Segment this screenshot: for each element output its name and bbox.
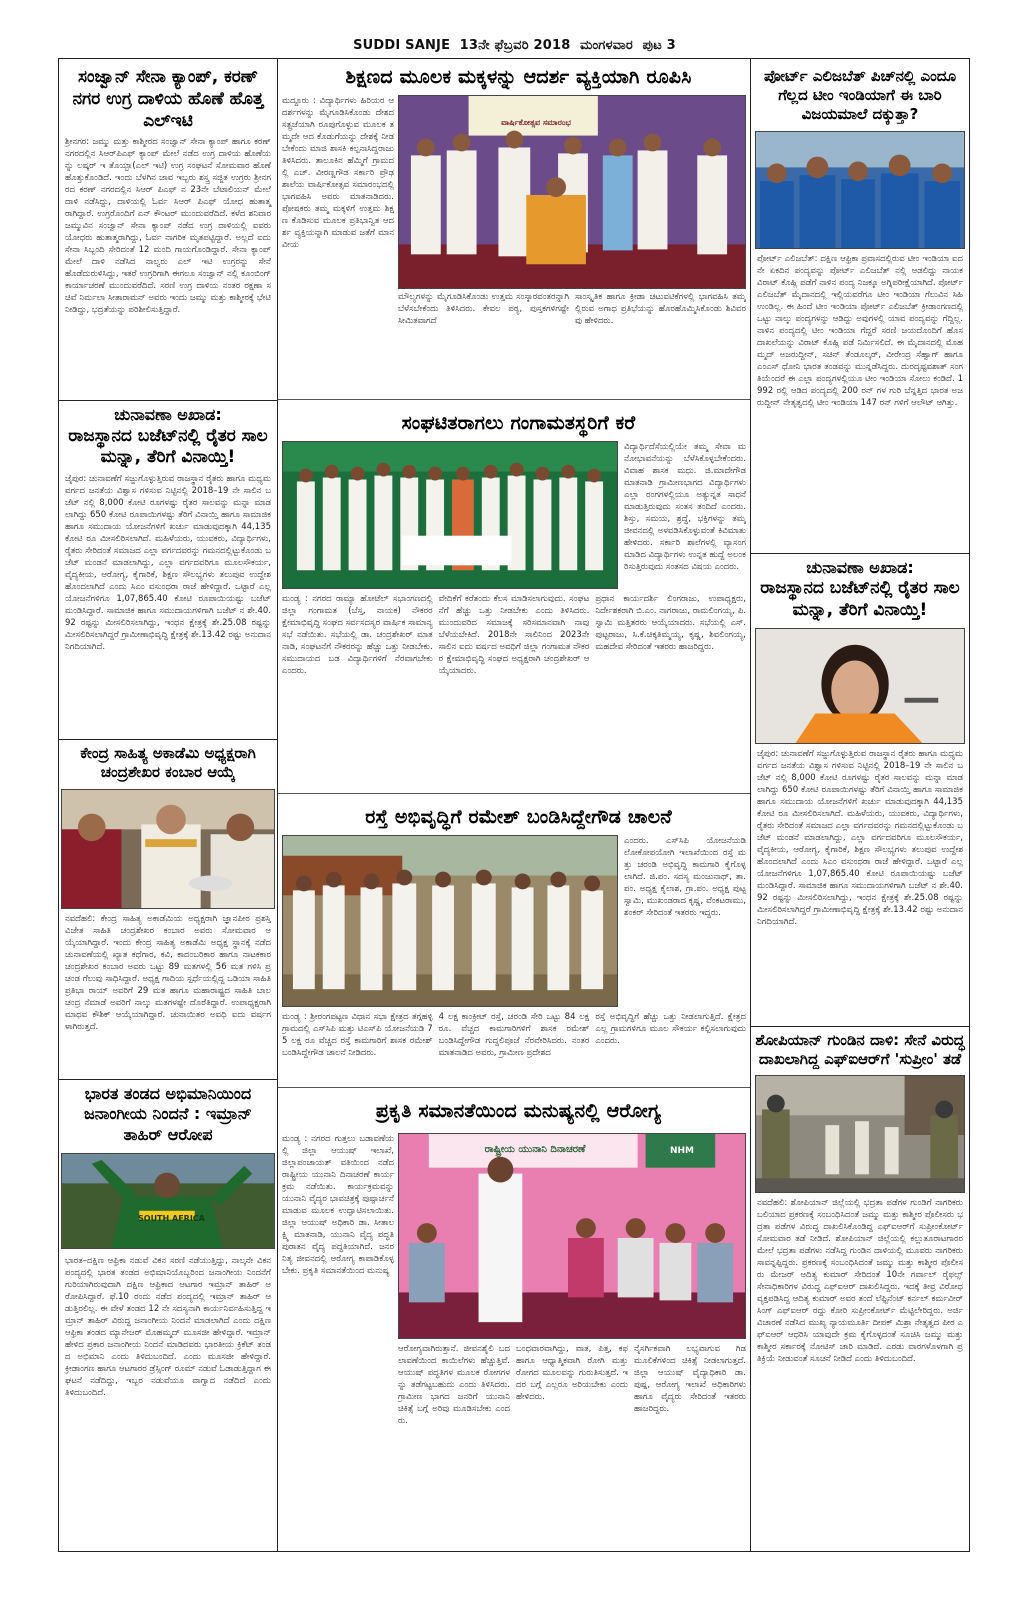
article-education-col2: ಮೌಲ್ಯಗಳನ್ನು ಮೈಗೂಡಿಸಿಕೊಂಡು ಉತ್ತಮ ಸಂಸ್ಕಾರವಂತರನ್ನಾಗಿ ಬೆಳೆಸಬೇಕೆಂದು ತಿಳಿಸಿದರು. ಕೇವಲ ಪಠ್ಯ, ಪುಸ್ತಕಗಳಿಗಷ್ಟೇ ಸೀಮಿತವಾಗದೆ [398,292,569,326]
divider [278,399,751,400]
paper-name: SUDDI SANJE [353,38,451,53]
article-kambar: ನವದೆಹಲಿ: ಕೇಂದ್ರ ಸಾಹಿತ್ಯ ಅಕಾಡೆಮಿಯ ಅಧ್ಯಕ್ಷರಾಗಿ ಜ್ಞಾನಪೀಠ ಪ್ರಶಸ್ತಿ ವಿಜೇತ ಸಾಹಿತಿ ಚಂದ್ರಶೇಖರ ಕಂಬಾರ ಅವರು ಸೋಮವಾರ ಆಯ್ಕೆಯಾಗಿದ್ದಾರೆ. ಇಂದು ಕೇಂದ್ರ ಸಾಹಿತ್ಯ ಅಕಾಡೆಮಿ ಅಧ್ಯಕ್ಷ ಸ್ಥಾನಕ್ಕೆ ನಡೆದ ಚುನಾವಣೆಯಲ್ಲಿ ಖ್ಯಾತ ಕಥೆಗಾರ, ಕವಿ, ಕಾದಂಬರಿಕಾರ ಹಾಗೂ ನಾಟಕಕಾರ ಚಂದ್ರಶೇಖರ ಕಂಬಾರ ಅವರು ಒಟ್ಟು 89 ಮತಗಳಲ್ಲಿ 56 ಮತ ಗಳಿಸಿ ಪ್ರಚಂಡ ಗೆಲುವು ಸಾಧಿಸಿದ್ದಾರೆ. ಅಧ್ಯಕ್ಷ ಗಾದಿಯ ಸ್ಪರ್ಧೆಯಲ್ಲಿದ್ದ ಒಡಿಯಾ ಸಾಹಿತಿ ಪ್ರತಿಭಾ ರಾಯ್ ಅವರಿಗೆ 29 ಮತ ಹಾಗೂ ಮಹಾರಾಷ್ಟ್ರದ ಸಾಹಿತಿ ಬಾಲಚಂದ್ರ ನೆಮಾಡೆ ಅವರಿಗೆ ನಾಲ್ಕು ಮತಗಳಷ್ಟೇ ದೊರೆತಿದ್ದಾರೆ. ಉಪಾಧ್ಯಕ್ಷರಾಗಿ ಮಾಧವ ಕೌಶಿಕ್ ಆಯ್ಕೆಯಾಗಿದ್ದಾರೆ. ಚುನಾಯಿತರ ಅವಧಿ ಐದು ವರ್ಷಗಳಾಗಿರುತ್ತದೆ. [65,913,271,1032]
article-gangamata-col3: ಪ್ರಧಾನ ಕಾರ್ಯದರ್ಶಿ ಲಿಂಗರಾಜು, ಉಪಾಧ್ಯಕ್ಷರು, ನಿರ್ದೇಶಕರಾಗಿ ಬಿ.ಎಂ. ನಾಗರಾಜು, ರಾಮಲಿಂಗಯ್ಯ, ಪಿ.ಸ್ವಾಮಿ ಮತ್ತಿತರರು ಆಯ್ಕೆಯಾದರು. ಸಭೆಯಲ್ಲಿ ಎಸ್.ಪುಟ್ಟರಾಜು, ಸಿ.ಕೆ.ಚಿಕ್ಕತಿಮ್ಮಯ್ಯ, ಕೃಷ್ಣ, ಶಿವಲಿಂಗಯ್ಯ, ಮಹದೇವ ಸೇರಿದಂತೆ ಇತರರು ಹಾಜರಿದ್ದರು. [595,594,747,652]
article-rajasthan-budget: ಜೈಪುರ: ಚುನಾವಣೆಗೆ ಸಜ್ಜುಗೊಳ್ಳುತ್ತಿರುವ ರಾಜಸ್ಥಾನ ರೈತರು ಹಾಗೂ ಮಧ್ಯಮವರ್ಗದ ಜನತೆಯ ವಿಶ್ವಾಸ ಗಳಿಸುವ ನಿಟ್ಟಿನಲ್ಲಿ 2018–19 ನೇ ಸಾಲಿನ ಬಜೆಟ್ ನಲ್ಲಿ 8,000 ಕೋಟಿ ರೂಗಳಷ್ಟು ರೈತರ ಸಾಲವನ್ನು ಮನ್ನಾ ಮಾಡಲಾಗಿದ್ದು 650 ಕೋಟಿ ರೂಪಾಯಿಗಳಷ್ಟು ತೆರಿಗೆ ವಿನಾಯ್ತಿ ಹಾಗೂ ಸಾಮಾಜಿಕ ಹಾಗೂ ಸಮುದಾಯ ಯೋಜನೆಗಳಿಗೆ ಖರ್ಚು ಮಾಡುವುದಕ್ಕಾಗಿ 44,135 ಕೋಟಿ ರೂ ಮೀಸಲಿರಿಸಲಾಗಿದೆ. ಮಹಿಳೆಯರು, ಯುವಕರು, ವಿದ್ಯಾರ್ಥಿಗಳು, ರೈತರು ಸೇರಿದಂತೆ ಸಮಾಜದ ಎಲ್ಲಾ ವರ್ಗದವರನ್ನು ಗಮನದಲ್ಲಿಟ್ಟುಕೊಂಡು ಬಜೆಟ್ ಮಂಡನೆ ಮಾಡಲಾಗಿದ್ದು, ಎಲ್ಲಾ ವರ್ಗದವರಿಗೂ ಮೂಲಸೌಕರ್ಯ, ವೈದ್ಯಕೀಯ, ಆರೋಗ್ಯ, ಕೈಗಾರಿಕೆ, ಶಿಕ್ಷಣ ಸೌಲಭ್ಯಗಳು ತಲುಪುವ ಉದ್ದೇಶ ಹೊಂದಲಾಗಿದೆ ಎಂದು ಸಿಎಂ ವಸುಂಧರಾ ರಾಜೆ ಹೇಳಿದ್ದಾರೆ. ಒಟ್ಟಾರೆ ಎಲ್ಲ ಯೋಜನೆಗಳಿಗೂ 1,07,865.40 ಕೋಟಿ ರೂಪಾಯಿಯಷ್ಟು ಬಜೆಟ್ ಮಂಡಿಸಿದ್ದಾರೆ. ಸಾಮಾಜಿಕ ಹಾಗೂ ಸಮುದಾಯಗಳಿಗಾಗಿ ಬಜೆಟ್ ನ ಶೇ.40.92 ರಷ್ಟನ್ನು ಮೀಸಲಿರಿಸಲಾಗಿದ್ದು, ಇಂಧನ ಕ್ಷೇತ್ರಕ್ಕೆ ಶೇ.25.08 ರಷ್ಟನ್ನು ಮೀಸಲಿರಿಸಲಾಗಿದ್ದರೆ ಗ್ರಾಮೀಣಾಭಿವೃದ್ಧಿ ಕ್ಷೇತ್ರಕ್ಕೆ ಶೇ.13.42 ರಷ್ಟು ಅನುದಾನ ನಿಗದಿಯಾಗಿದೆ. [65,474,271,653]
headline-gangamata: ಸಂಘಟಿತರಾಗಲು ಗಂಗಾಮತಸ್ಥರಿಗೆ ಕರೆ [401,412,636,434]
nhm-sign: NHM [669,1146,695,1156]
right-column [750,59,969,1551]
article-road-col3: ರಸ್ತೆ ಅಭಿವೃದ್ಧಿಗೆ ಹೆಚ್ಚು ಒತ್ತು ನೀಡಲಾಗುತ್ತಿದೆ. ಕ್ಷೇತ್ರದ ಎಲ್ಲ ಗ್ರಾಮಗಳಿಗೂ ಮೂಲ ಸೌಕರ್ಯ ಕಲ್ಪಿಸಲಾಗುವುದು ಎಂದರು. [595,1012,747,1046]
article-unani-col2: ಆರೋಗ್ಯವಾಗಿರುತ್ತಾನೆ. ಜೀವನಶೈಲಿ ಬದಲಾವಣೆಯಿಂದ ಕಾಯಿಲೆಗಳು ಹೆಚ್ಚುತ್ತಿವೆ. ಆಯುಷ್ ಪದ್ಧತಿಗಳ ಮೂಲಕ ರೋಗಗಳನ್ನು ತಡೆಗಟ್ಟಬಹುದು ಎಂದು ತಿಳಿಸಿದರು. ಗ್ರಾಮೀಣ ಭಾಗದ ಜನರಿಗೆ ಯುನಾನಿ ಚಿಕಿತ್ಸೆ ಬಗ್ಗೆ ಅರಿವು ಮೂಡಿಸಬೇಕು ಎಂದರು. [398,1344,510,1426]
article-unani-col4: ನೈಸರ್ಗಿಕವಾಗಿ ಲಭ್ಯವಾಗುವ ಗಿಡ ಮೂಲಿಕೆಗಳಿಂದ ಚಿಕಿತ್ಸೆ ನೀಡಲಾಗುತ್ತದೆ. ಜಿಲ್ಲಾ ಆಯುಷ್ ವೈದ್ಯಾಧಿಕಾರಿ ಡಾ. ಪುಷ್ಪ, ಆರೋಗ್ಯ ಇಲಾಖೆ ಅಧಿಕಾರಿಗಳು ಹಾಗೂ ವೈದ್ಯರು ಸೇರಿದಂತೆ ಇತರರು ಹಾಜರಿದ್ದರು. [634,1344,746,1414]
headline-shopian: ಶೋಪಿಯಾನ್ ಗುಂಡಿನ ದಾಳಿ: ಸೇನೆ ವಿರುದ್ಧ ದಾಖಲಾಗಿದ್ದ ಎಫ್ಐಆರ್‌ಗೆ 'ಸುಪ್ರೀಂ' ತಡೆ [755,1030,965,1068]
page-number: ಪುಟ 3 [642,38,676,53]
photo-team-india [755,131,965,249]
divider [278,793,751,794]
banner-text: ರಾಷ್ಟ್ರೀಯ ಯುನಾನಿ ದಿನಾಚರಣೆ [484,1144,586,1155]
divider [278,1087,751,1088]
article-education-col3: ಸಾಂಸ್ಕೃತಿಕ ಹಾಗೂ ಕ್ರೀಡಾ ಚಟುವಟಿಕೆಗಳಲ್ಲಿ ಭಾಗವಹಿಸಿ ತಮ್ಮಲ್ಲಿರುವ ಅಗಾಧ ಪ್ರತಿಭೆಯನ್ನು ಹೊರಹೊಮ್ಮಿಸಿಕೊಂಡು ಶಿವಿವರವು ಹೇಳಿದರು. [575,292,746,326]
photo-road-inauguration [282,835,618,1007]
headline-road-development: ರಸ್ತೆ ಅಭಿವೃದ್ಧಿಗೆ ರಮೇಶ್ ಬಂಡಿಸಿದ್ದೇಗೌಡ ಚಾಲನೆ [365,806,672,828]
headline-sanjwan-attack: ಸಂಜ್ವಾನ್ ಸೇನಾ ಕ್ಯಾಂಪ್, ಕರಣ್ ನಗರ ಉಗ್ರ ದಾಳಿಯ ಹೊಣೆ ಹೊತ್ತ ಎಲ್ಇಟಿ [72,67,264,131]
article-road-side: ಎಂದರು. ಎಸ್‌ಸಿಪಿ ಯೋಜನೆಯಡಿ ಲೋಕೋಪಯೋಗಿ ಇಲಾಖೆಯಿಂದ ರಸ್ತೆ ಮತ್ತು ಚರಂಡಿ ಅಭಿವೃದ್ಧಿ ಕಾಮಗಾರಿ ಕೈಗೊಳ್ಳಲಾಗಿದೆ. ಜಿ.ಪಂ. ಸದಸ್ಯ ಮಂಜುನಾಥ್, ತಾ.ಪಂ. ಅಧ್ಯಕ್ಷ ಕೈಲಾಶ, ಗ್ರಾ.ಪಂ. ಅಧ್ಯಕ್ಷ ಪುಟ್ಟಸ್ವಾಮಿ, ಮುಖಂಡರಾದ ಕೃಷ್ಣ, ವೆಂಕಟರಾಮು, ಶಂಕರ್ ಸೇರಿದಂತೆ ಇತರರು ಇದ್ದರು. [624,836,746,918]
article-road-cols [282,1011,746,1083]
issue-date: 13ನೇ ಫೆಬ್ರವರಿ 2018 [459,38,571,53]
photo-kambar-celebration [61,789,275,909]
jersey-text: SOUTH AFRICA [138,1214,205,1223]
headline-port-elizabeth: ಪೋರ್ಟ್ ಎಲಿಜಬೆತ್ ಪಿಚ್‌ನಲ್ಲಿ ಎಂದೂ ಗೆಲ್ಲದ ಟೀಂ ಇಂಡಿಯಾಗೆ ಈ ಬಾರಿ ವಿಜಯಮಾಲೆ ದಕ್ಕುತ್ತಾ? [763,67,957,124]
article-gangamata-cols [282,593,746,789]
kicker-election-right: ಚುನಾವಣಾ ಅಖಾಡ: [806,557,914,577]
photo-shopian-police [755,1075,965,1193]
headline-tahir: ಭಾರತ ತಂಡದ ಅಭಿಮಾನಿಯಿಂದ ಜನಾಂಗೀಯ ನಿಂದನೆ : ಇಮ್ರಾನ್ ತಾಹಿರ್ ಆರೋಪ [84,1083,252,1144]
article-education-col1: ಮದ್ದೂರು : ವಿದ್ಯಾರ್ಥಿಗಳು ಹಿರಿಯರ ಆದರ್ಶಗಳನ್ನು ಮೈಗೂಡಿಸಿಕೊಂಡು ದೇಶದ ಸತ್ಪ್ರಜೆಯಾಗಿ ರೂಪುಗೊಳ್ಳುವ ಮೂಲಕ ತಮ್ಮದೇ ಆದ ಕೊಡುಗೆಯನ್ನು ದೇಶಕ್ಕೆ ನೀಡಬೇಕೆಂದು ಮಾಜಿ ಶಾಸಕಿ ಕಲ್ಪನಾಸಿದ್ದರಾಜು ತಿಳಿಸಿದರು. ತಾಲೂಕಿನ ಹೆಮ್ಮಿಗೆ ಗ್ರಾಮದಲ್ಲಿ ಎಚ್. ವೀರಣ್ಣಗೌಡ ಸರ್ಕಾರಿ ಪ್ರೌಢಶಾಲೆಯ ವಾರ್ಷಿಕೋತ್ಸವ ಸಮಾರಂಭದಲ್ಲಿ ಭಾಗವಹಿಸಿ ಅವರು ಮಾತನಾಡಿದರು. ಪೋಷಕರು ತಮ್ಮ ಮಕ್ಕಳಿಗೆ ಉತ್ತಮ ಶಿಕ್ಷಣ ಕೊಡಿಸುವ ಮೂಲಕ ಪ್ರತಿಭಾನ್ವಿತ ಆದರ್ಶ ವ್ಯಕ್ತಿಯನ್ನಾಗಿ ಮಾಡುವ ಜತೆಗೆ ಮಾನವೀಯ [282,96,394,250]
newspaper-page [58,58,970,1552]
article-road-col1: ಮಂಡ್ಯ : ಶ್ರೀರಂಗಪಟ್ಟಣ ವಿಧಾನ ಸಭಾ ಕ್ಷೇತ್ರದ ತಗ್ಗಹಳ್ಳಿ ಗ್ರಾಮದಲ್ಲಿ ಎಸ್‌ಸಿಪಿ ಮತ್ತು ಟಿಎಸ್‌ಪಿ ಯೋಜನೆಯಡಿ 75 ಲಕ್ಷ ರೂ ವೆಚ್ಚದ ರಸ್ತೆ ಕಾಮಗಾರಿಗೆ ಶಾಸಕ ರಮೇಶ್ ಬಂಡಿಸಿದ್ದೇಗೌಡ ಚಾಲನೆ ನೀಡಿದರು. [282,1012,433,1058]
kicker-election: ಚುನಾವಣಾ ಅಖಾಡ: [114,405,222,425]
article-sanjwan-attack: ಶ್ರೀನಗರ: ಜಮ್ಮು ಮತ್ತು ಕಾಶ್ಮೀರದ ಸಂಜ್ವಾನ್ ಸೇನಾ ಕ್ಯಾಂಪ್ ಹಾಗೂ ಕರಣ್ ನಗರದಲ್ಲಿನ ಸಿಆರ್‌ಪಿಎಫ್ ಕ್ಯಾಂಪ್ ಮೇಲೆ ನಡೆದ ಉಗ್ರ ದಾಳಿಯ ಹೊಣೆಯನ್ನು ಲಷ್ಕರ್ ಇ ತೊಯ್ಬಾ(ಎಲ್ ಇಟಿ) ಉಗ್ರ ಸಂಘಟನೆ ಸೋಮವಾರ ಹೊಣೆ ಹೊತ್ತುಕೊಂಡಿದೆ. ಇಂದು ಬೆಳಗಿನ ಜಾವ ಇಬ್ಬರು ಶಸ್ತ್ರ ಸಜ್ಜಿತ ಉಗ್ರರು ಶ್ರೀನಗರದ ಕರಣ್ ನಗರದಲ್ಲಿನ ಸಿಆರ್ ಪಿಎಫ್ ನ 23ನೇ ಬೆಟಾಲಿಯನ್ ಮೇಲೆ ದಾಳಿ ನಡೆಸಿದ್ದು, ದಾಳಿಯಲ್ಲಿ ಓರ್ವ ಸಿಆರ್ ಪಿಎಫ್ ಯೋಧ ಹುತಾತ್ಮರಾಗಿದ್ದಾರೆ. ಉಗ್ರರೊಂದಿಗೆ ಎನ್ ಕೌಂಟರ್ ಮುಂದುವರೆದಿದೆ. ಕಳೆದ ಶನಿವಾರ ಜಮ್ಮುವಿನ ಸಂಜ್ವಾನ್ ಸೇನಾ ಕ್ಯಾಂಪ್ ನಡೆದ ಉಗ್ರ ದಾಳಿಯಲ್ಲಿ ಐವರು ಯೋಧರು ಹುತಾತ್ಮರಾಗಿದ್ದು, ಓರ್ವ ನಾಗರಿಕ ಮೃತಪಟ್ಟಿದ್ದಾರೆ. ಅಲ್ಲದೆ ಐದು ಸೇನಾ ಸಿಬ್ಬಂದಿ ಸೇರಿದಂತೆ 12 ಮಂದಿ ಗಾಯಗೊಂಡಿದ್ದಾರೆ. ಸೇನಾ ಕ್ಯಾಂಪ್ ಮೇಲೆ ದಾಳಿ ನಡೆಸಿದ ನಾಲ್ವರು ಎಲ್ ಇಟಿ ಉಗ್ರರನ್ನು ಸೇನೆ ಹೊಡೆದುರುಳಿಸಿದ್ದು, ಇತರೆ ಉಗ್ರರಿಗಾಗಿ ಈಗಲೂ ಸಂಜ್ವಾನ್ ನಲ್ಲಿ ಕೂಂಬಿಂಗ್ ಕಾರ್ಯಾಚರಣೆ ಮುಂದುವರೆದಿದೆ. ಸರಣಿ ಉಗ್ರ ದಾಳಿಯ ನಂತರ ರಕ್ಷಣಾ ಸಚಿವೆ ನಿರ್ಮಲಾ ಸೀತಾರಾಮನ್ ಅವರು ಇಂದು ಜಮ್ಮು ಮತ್ತು ಕಾಶ್ಮೀರಕ್ಕೆ ಭೇಟಿ ನೀಡಿದ್ದು, ಭದ್ರತೆಯನ್ನು ಪರಿಶೀಲಿಸುತ್ತಿದ್ದಾರೆ. [65,137,271,316]
issue-day: ಮಂಗಳವಾರ [579,38,633,53]
photo-gangamata-meeting [282,441,618,589]
article-unani-cols [398,1343,746,1547]
photo-school-function [398,95,746,289]
photo-unani-day [398,1133,746,1339]
banner-text: ವಾರ್ಷಿಕೋತ್ಸವ ಸಮಾರಂಭ [501,118,571,127]
article-gangamata-col1: ಮಂಡ್ಯ : ನಗರದ ರಾಮ್ಯಾ ಹೋಟೆಲ್ ಸಭಾಂಗಣದಲ್ಲಿ ಜಿಲ್ಲಾ ಗಂಗಾಮತ (ಬೆಸ್ತ, ನಾಯಕ) ನೌಕರರ ಕ್ಷೇಮಾಭಿವೃದ್ಧಿ ಸಂಘದ ಸರ್ವಸದಸ್ಯರ ವಾರ್ಷಿಕ ಸಾಮಾನ್ಯ ಸಭೆ ನಡೆಯಿತು. ಸಭೆಯಲ್ಲಿ ಡಾ. ಚಂದ್ರಶೇಖರ್ ಮಾತನಾಡಿ, ಸಂಘಟನೆಗೆ ನೌಕರರನ್ನು ಹೆಚ್ಚು ಒತ್ತು ನೀಡಬೇಕು. ಸಮುದಾಯದ ಬಡ ವಿದ್ಯಾರ್ಥಿಗಳಿಗೆ ನೆರವಾಗಬೇಕು ಎಂದರು. [282,594,433,676]
article-shopian: ನವದೆಹಲಿ: ಶೋಪಿಯಾನ್ ಜಿಲ್ಲೆಯಲ್ಲಿ ಭದ್ರತಾ ಪಡೆಗಳ ಗುಂಡಿಗೆ ನಾಗರಿಕರು ಬಲಿಯಾದ ಪ್ರಕರಣಕ್ಕೆ ಸಂಬಂಧಿಸಿದಂತೆ ಜಮ್ಮು ಮತ್ತು ಕಾಶ್ಮೀರ ಪೊಲೀಸರು ಭದ್ರತಾ ಪಡೆಗಳ ವಿರುದ್ಧ ದಾಖಲಿಸಿಕೊಂಡಿದ್ದ ಎಫ್ಐಆರ್‌ಗೆ ಸುಪ್ರೀಂಕೋರ್ಟ್ ಸೋಮವಾರ ತಡೆ ನೀಡಿದೆ. ಶೋಪಿಯಾನ್ ಜಿಲ್ಲೆಯಲ್ಲಿ ಕಲ್ಲುತೂರಾಟಗಾರರ ಮೇಲೆ ಭದ್ರತಾ ಪಡೆಗಳು ನಡೆಸಿದ್ದ ಗುಂಡಿನ ದಾಳಿಯಲ್ಲಿ ಮೂವರು ನಾಗರಿಕರು ಸಾವನ್ನಪ್ಪಿದ್ದರು. ಪ್ರಕರಣಕ್ಕೆ ಸಂಬಂಧಿಸಿದಂತೆ ಜಮ್ಮು ಮತ್ತು ಕಾಶ್ಮೀರ ಪೊಲೀಸರು ಮೇಜರ್ ಆದಿತ್ಯ ಕುಮಾರ್ ಸೇರಿದಂತೆ 10ನೇ ಗರ್ವಾಲ್ ರೈಫಲ್ಸ್ ಸೇನಾಧಿಕಾರಿಗಳ ವಿರುದ್ಧ ಎಫ್ಐಆರ್ ದಾಖಲಿಸಿದ್ದರು. ಇದಕ್ಕೆ ತೀವ್ರ ವಿರೋಧ ವ್ಯಕ್ತಪಡಿಸಿದ್ದ ಆದಿತ್ಯ ಕುಮಾರ್ ಅವರ ತಂದೆ ಲೆಫ್ಟಿನೆಂಟ್ ಕರ್ನಲ್ ಕರ್ಮವೀರ್ ಸಿಂಗ್ ಎಫ್ಐಆರ್ ರದ್ದು ಕೋರಿ ಸುಪ್ರೀಂಕೋರ್ಟ್ ಮೆಟ್ಟಿಲೇರಿದ್ದರು. ಅರ್ಜಿ ವಿಚಾರಣೆ ನಡೆಸಿದ ಮುಖ್ಯ ನ್ಯಾಯಮೂರ್ತಿ ದೀಪಕ್ ಮಿಶ್ರಾ ನೇತೃತ್ವದ ಪೀಠ ಎಫ್ಐಆರ್ ಆಧರಿಸಿ ಯಾವುದೇ ಕ್ರಮ ಕೈಗೊಳ್ಳದಂತೆ ಸೂಚಿಸಿ ಜಮ್ಮು ಮತ್ತು ಕಾಶ್ಮೀರ ಸರ್ಕಾರಕ್ಕೆ ನೋಟಿಸ್ ಜಾರಿ ಮಾಡಿದೆ. ಎರಡು ವಾರಗಳೊಳಗಾಗಿ ಪ್ರತಿಕ್ರಿಯೆ ನೀಡುವಂತೆ ಸೂಚನೆ ನೀಡಿದೆ ಎಂದು ತಿಳಿದುಬಂದಿದೆ. [757,1197,963,1364]
photo-imran-tahir [61,1153,275,1249]
masthead [0,0,1029,53]
photo-vasundhara-raje [755,628,965,744]
headline-education: ಶಿಕ್ಷಣದ ಮೂಲಕ ಮಕ್ಕಳನ್ನು ಆದರ್ಶ ವ್ಯಕ್ತಿಯಾಗಿ ರೂಪಿಸಿ [345,66,692,88]
headline-rajasthan-budget: ರಾಜಸ್ಥಾನದ ಬಜೆಟ್‌ನಲ್ಲಿ ರೈತರ ಸಾಲ ಮನ್ನಾ, ತೆರಿಗೆ ವಿನಾಯ್ತಿ! [68,425,268,468]
headline-rajasthan-budget-right: ರಾಜಸ್ಥಾನದ ಬಜೆಟ್‌ನಲ್ಲಿ ರೈತರ ಸಾಲ ಮನ್ನಾ, ತೆರಿಗೆ ವಿನಾಯ್ತಿ! [760,578,960,620]
middle-column [278,59,751,1551]
article-gangamata-side: ವಿದ್ಯಾರ್ಥಿದೆಸೆಯಲ್ಲಿಯೇ ತಮ್ಮ ಸೇವಾ ಮನೋಭಾವನೆಯನ್ನು ಬೆಳೆಸಿಕೊಳ್ಳಬೇಕೆಂದರು. ವಿವಾಹ ಶಾಸಕ ಮಧು. ಜಿ.ಮಾದೇಗೌಡ ಮಾತನಾಡಿ ಗ್ರಾಮೀಣಭಾಗದ ವಿದ್ಯಾರ್ಥಿಗಳು ಎಲ್ಲಾ ರಂಗಗಳಲ್ಲಿಯೂ ಅತ್ಯುನ್ನತ ಸಾಧನೆ ಮಾಡುತ್ತಿರುವುದು ಸಂತಸ ತಂದಿದೆ ಎಂದರು. ಶಿಸ್ತು, ಸಮಯ, ಶ್ರದ್ಧೆ, ಭಕ್ತಿಗಳನ್ನು ತಮ್ಮ ಜೀವನದಲ್ಲಿ ಅಳವಡಿಸಿಕೊಳ್ಳುವಂತೆ ಕಿವಿಮಾತು ಹೇಳಿದರು. ಸರ್ಕಾರಿ ಶಾಲೆಗಳಲ್ಲಿ ವ್ಯಾಸಂಗ ಮಾಡಿದ ವಿದ್ಯಾರ್ಥಿಗಳು ಉನ್ನತ ಹುದ್ದೆ ಅಲಂಕರಿಸುತ್ತಿರುವುದು ಸಂತಸದ ವಿಷಯ ಎಂದರು. [624,442,746,572]
masthead-line [0,38,1029,53]
headline-kambar: ಕೇಂದ್ರ ಸಾಹಿತ್ಯ ಅಕಾಡೆಮಿ ಅಧ್ಯಕ್ಷರಾಗಿ ಚಂದ್ರಶೇಖರ ಕಂಬಾರ ಆಯ್ಕೆ [80,744,256,782]
article-tahir: ಭಾರತ–ದಕ್ಷಿಣ ಆಫ್ರಿಕಾ ನಡುವೆ ವಿಕನ ಸರಣಿ ನಡೆಯುತ್ತಿದ್ದು, ನಾಲ್ಕನೇ ವಿಕನ ಪಂದ್ಯದಲ್ಲಿ ಭಾರತ ತಂಡದ ಅಭಿಮಾನಿಯೊಬ್ಬರಿಂದ ಜನಾಂಗೀಯ ನಿಂದನೆಗೆ ಗುರಿಯಾಗಿರುವುದಾಗಿ ದಕ್ಷಿಣ ಆಫ್ರಿಕಾದ ಆಟಗಾರ ಇಮ್ರಾನ್ ತಾಹಿರ್ ಆರೋಪಿಸಿದ್ದಾರೆ. ಫೆ.10 ರಂದು ನಡೆದ ಪಂದ್ಯದಲ್ಲಿ ಇಮ್ರಾನ್ ತಾಹಿರ್ ಆಡುತ್ತಿರಲಿಲ್ಲ. ಈ ವೇಳೆ ತಂಡದ 12 ನೇ ಸದಸ್ಯನಾಗಿ ಕಾರ್ಯನಿರ್ವಹಿಸುತ್ತಿದ್ದ ಇಮ್ರಾನ್ ತಾಹಿರ್ ವಿರುದ್ಧ ಜನಾಂಗೀಯ ನಿಂದನೆ ಮಾಡಲಾಗಿದೆ ಎಂದು ದಕ್ಷಿಣ ಆಫ್ರಿಕಾ ತಂಡದ ಮ್ಯಾನೇಜರ್ ಮೊಹಮ್ಮದ್ ಮೂಸಜೀ ಹೇಳಿದ್ದಾರೆ. ಇಮ್ರಾನ್ ಹೇಳಿದ ಪ್ರಕಾರ ಜನಾಂಗೀಯ ನಿಂದನೆ ಮಾಡಿದವರು ಭಾರತೀಯ ಕ್ರಿಕೆಟ್ ತಂಡದ ಅಭಿಮಾನಿ ಎಂದು ತಿಳಿದುಬಂದಿದೆ. ಎಂದು ಮೂಸಜೀ ಹೇಳಿದ್ದಾರೆ. ಕ್ರೀಡಾಂಗಣ ಹಾಗೂ ಆಟಗಾರರ ಡ್ರೆಸ್ಸಿಂಗ್ ರೂಮ್ ನಡುವೆ ಓಡಾಡುತ್ತಿದ್ದಾಗ ಈ ಘಟನೆ ನಡೆದಿದ್ದು, ಇಬ್ಬರ ನಡುವೆಯೂ ವಾಗ್ವಾದ ನಡೆದಿದೆ ಎಂದು ತಿಳಿದುಬಂದಿದೆ. [65,1256,271,1398]
article-unani-col1: ಮಂಡ್ಯ : ನಗರದ ಗುತ್ತಲು ಬಡಾವಣೆಯಲ್ಲಿ ಜಿಲ್ಲಾ ಆಯುಷ್ ಇಲಾಖೆ, ಜಿಲ್ಲಾಪಂಚಾಯತ್ ವತಿಯಿಂದ ನಡೆದ ರಾಷ್ಟ್ರೀಯ ಯುನಾನಿ ದಿನಾಚರಣೆ ಕಾರ್ಯಕ್ರಮ ನಡೆಯಿತು. ಕಾರ್ಯಕ್ರಮವನ್ನು ಯುನಾನಿ ವೈದ್ಯರ ಭಾವಚಿತ್ರಕ್ಕೆ ಪುಷ್ಪಾರ್ಚನೆ ಮಾಡುವ ಮೂಲಕ ಉದ್ಘಾಟಿಸಲಾಯಿತು. ಜಿಲ್ಲಾ ಆಯುಷ್ ಅಧಿಕಾರಿ ಡಾ. ಸೀತಾಲಕ್ಷ್ಮಿ ಮಾತನಾಡಿ, ಯುನಾನಿ ವೈದ್ಯ ಪದ್ಧತಿ ಪುರಾತನ ವೈದ್ಯ ಪದ್ಧತಿಯಾಗಿದೆ. ಜನರ ನಿತ್ಯ ಜೀವನದಲ್ಲಿ ಆರೋಗ್ಯ ಕಾಪಾಡಿಕೊಳ್ಳಬೇಕು. ಪ್ರಕೃತಿ ಸಮಾನತೆಯಿಂದ ಮನುಷ್ಯ [282,1134,394,1276]
article-education-cols [398,291,746,395]
left-column [59,59,278,1551]
article-road-col2: 4 ಲಕ್ಷ ಕಾಂಕ್ರೀಟ್ ರಸ್ತೆ, ಚರಂಡಿ ಸೇರಿ ಒಟ್ಟು 84 ಲಕ್ಷ ರೂ. ವೆಚ್ಚದ ಕಾಮಗಾರಿಗಳಿಗೆ ಶಾಸಕ ರಮೇಶ್ ಬಂಡಿಸಿದ್ದೇಗೌಡ ಗುದ್ದಲಿಪೂಜೆ ನೆರವೇರಿಸಿದರು. ನಂತರ ಮಾತನಾಡಿದ ಅವರು, ಗ್ರಾಮೀಣ ಪ್ರದೇಶದ [438,1012,590,1058]
article-rajasthan-budget-right: ಜೈಪುರ: ಚುನಾವಣೆಗೆ ಸಜ್ಜುಗೊಳ್ಳುತ್ತಿರುವ ರಾಜಸ್ಥಾನ ರೈತರು ಹಾಗೂ ಮಧ್ಯಮವರ್ಗದ ಜನತೆಯ ವಿಶ್ವಾಸ ಗಳಿಸುವ ನಿಟ್ಟಿನಲ್ಲಿ 2018–19 ನೇ ಸಾಲಿನ ಬಜೆಟ್ ನಲ್ಲಿ 8,000 ಕೋಟಿ ರೂಗಳಷ್ಟು ರೈತರ ಸಾಲವನ್ನು ಮನ್ನಾ ಮಾಡಲಾಗಿದ್ದು 650 ಕೋಟಿ ರೂಪಾಯಿಗಳಷ್ಟು ತೆರಿಗೆ ವಿನಾಯ್ತಿ ಹಾಗೂ ಸಾಮಾಜಿಕ ಹಾಗೂ ಸಮುದಾಯ ಯೋಜನೆಗಳಿಗೆ ಖರ್ಚು ಮಾಡುವುದಕ್ಕಾಗಿ 44,135 ಕೋಟಿ ರೂ ಮೀಸಲಿರಿಸಲಾಗಿದೆ. ಮಹಿಳೆಯರು, ಯುವಕರು, ವಿದ್ಯಾರ್ಥಿಗಳು, ರೈತರು ಸೇರಿದಂತೆ ಸಮಾಜದ ಎಲ್ಲಾ ವರ್ಗದವರನ್ನು ಗಮನದಲ್ಲಿಟ್ಟುಕೊಂಡು ಬಜೆಟ್ ಮಂಡನೆ ಮಾಡಲಾಗಿದ್ದು, ಎಲ್ಲಾ ವರ್ಗದವರಿಗೂ ಮೂಲಸೌಕರ್ಯ, ವೈದ್ಯಕೀಯ, ಆರೋಗ್ಯ, ಕೈಗಾರಿಕೆ, ಶಿಕ್ಷಣ ಸೌಲಭ್ಯಗಳು ತಲುಪುವ ಉದ್ದೇಶ ಹೊಂದಲಾಗಿದೆ ಎಂದು ಸಿಎಂ ವಸುಂಧರಾ ರಾಜೆ ಹೇಳಿದ್ದಾರೆ. ಒಟ್ಟಾರೆ ಎಲ್ಲ ಯೋಜನೆಗಳಿಗೂ 1,07,865.40 ಕೋಟಿ ರೂಪಾಯಿಯಷ್ಟು ಬಜೆಟ್ ಮಂಡಿಸಿದ್ದಾರೆ. ಸಾಮಾಜಿಕ ಹಾಗೂ ಸಮುದಾಯಗಳಿಗಾಗಿ ಬಜೆಟ್ ನ ಶೇ.40.92 ರಷ್ಟನ್ನು ಮೀಸಲಿರಿಸಲಾಗಿದ್ದು, ಇಂಧನ ಕ್ಷೇತ್ರಕ್ಕೆ ಶೇ.25.08 ರಷ್ಟನ್ನು ಮೀಸಲಿರಿಸಲಾಗಿದ್ದರೆ ಗ್ರಾಮೀಣಾಭಿವೃದ್ಧಿ ಕ್ಷೇತ್ರಕ್ಕೆ ಶೇ.13.42 ರಷ್ಟು ಅನುದಾನ ನಿಗದಿಯಾಗಿದೆ. [757,748,963,927]
article-gangamata-col2: ವೇದಿಕೆಗೆ ಕರೆತಂದು ಕೆಲಸ ಮಾಡಿಸಲಾಗುವುದು. ಸಂಘಟನೆಗೆ ಹೆಚ್ಚು ಒತ್ತು ನೀಡಬೇಕು ಎಂದು ತಿಳಿಸಿದರು. ಮುಂದುವರಿದ ಸಮಾಜಕ್ಕೆ ಸರಿಸಮಾನವಾಗಿ ನಾವು ಬೆಳೆಯಬೇಕಿದೆ. 2018ನೇ ಸಾಲಿನಿಂದ 2023ನೇ ಸಾಲಿನ ಐದು ವರ್ಷದ ಅವಧಿಗೆ ಜಿಲ್ಲಾ ಗಂಗಾಮತ ನೌಕರರ ಕ್ಷೇಮಾಭಿವೃದ್ಧಿ ಸಂಘದ ಅಧ್ಯಕ್ಷರಾಗಿ ಚಂದ್ರಶೇಖರ್ ಆಯ್ಕೆಯಾದರು. [438,594,590,676]
headline-unani-health: ಪ್ರಕೃತಿ ಸಮಾನತೆಯಿಂದ ಮನುಷ್ಯನಲ್ಲಿ ಆರೋಗ್ಯ [375,1100,662,1122]
article-unani-col3: ಬಂಧವಾರವಾಗಿದ್ದು, ವಾತ, ಪಿತ್ತ, ಕಫ ಹಾಗೂ ಆಧ್ಯಾತ್ಮಿಕವಾಗಿ ರೋಗಿ ಮತ್ತು ರೋಗದ ಮೂಲವನ್ನು ಗುರುತಿಸುತ್ತದೆ. ಇದರ ಬಗ್ಗೆ ಎಲ್ಲರೂ ಅರಿಯಬೇಕು ಎಂದು ಹೇಳಿದರು. [516,1344,628,1402]
article-port-elizabeth: ಪೋರ್ಟ್ ಎಲಿಜಬೆತ್: ದಕ್ಷಿಣ ಆಫ್ರಿಕಾ ಪ್ರವಾಸದಲ್ಲಿರುವ ಟೀಂ ಇಂಡಿಯಾ ಐದನೇ ಏಕದಿನ ಪಂದ್ಯವನ್ನು ಪೋರ್ಟ್ ಎಲಿಜಬೆತ್ ನಲ್ಲಿ ಆಡಲಿದ್ದು ನಾಯಕ ವಿರಾಟ್ ಕೊಹ್ಲಿ ಪಡೆಗೆ ನಾಳಿನ ಪಂದ್ಯ ನಿಜಕ್ಕೂ ಅಗ್ನಿಪರೀಕ್ಷೆಯಾಗಿದೆ. ಪೋರ್ಟ್ ಎಲಿಜಬೆತ್ ಮೈದಾನದಲ್ಲಿ ಇಲ್ಲಿಯವರೆಗೂ ಟೀಂ ಇಂಡಿಯಾ ಗೆಲುವಿನ ಸಿಹಿ ಉಂಡಿಲ್ಲ. ಈ ಹಿಂದೆ ಟೀಂ ಇಂಡಿಯಾ ಪೋರ್ಟ್ ಎಲಿಜಬೆತ್ ಕ್ರೀಡಾಂಗಣದಲ್ಲಿ ಒಟ್ಟು ನಾಲ್ಕು ಪಂದ್ಯಗಳನ್ನು ಆಡಿದ್ದು ಅವುಗಳಲ್ಲಿ ಯಾವ ಪಂದ್ಯವನ್ನು ಗೆದ್ದಿಲ್ಲ. ನಾಳಿನ ಪಂದ್ಯದಲ್ಲಿ ಟೀಂ ಇಂಡಿಯಾ ಗೆದ್ದರೆ ಸರಣಿ ಜಯದೊಂದಿಗೆ ಹೊಸ ದಾಖಲೆಯನ್ನು ವಿರಾಟ್ ಕೊಹ್ಲಿ ಪಡೆ ನಿರ್ಮಿಸಲಿದೆ. ಈ ಮೈದಾನದಲ್ಲಿ ಮೊಹಮ್ಮದ್ ಅಜರುದ್ದೀನ್, ಸಚಿನ್ ತೆಂಡೂಲ್ಕರ್, ವೀರೇಂದ್ರ ಸೆಹ್ವಾಗ್ ಹಾಗೂ ಎಂಎಸ್ ಧೋನಿ ಭಾರತ ತಂಡವನ್ನು ಮುನ್ನಡೆಸಿದ್ದರು. ದುರದೃಷ್ಟವಶಾತ್ ಸಂಗತಿಯೆಂದರೆ ಈ ಎಲ್ಲಾ ಪಂದ್ಯಗಳಲ್ಲಿಯೂ ಟೀಂ ಇಂಡಿಯಾ ಸೋಲು ಕಂಡಿದೆ. 1992 ರಲ್ಲಿ ಆಡಿದ ಪಂದ್ಯದಲ್ಲಿ 200 ರನ್ ಗಳ ಗುರಿ ಬೆನ್ನತ್ತಿದ ಭಾರತ ಅಜರುದ್ದೀನ್ ನೇತೃತ್ವದಲ್ಲಿ ಟೀಂ ಇಂಡಿಯಾ 147 ರನ್ ಗಳಿಗೆ ಆಲೌಟ್ ಆಗಿತ್ತು. [757,253,963,408]
